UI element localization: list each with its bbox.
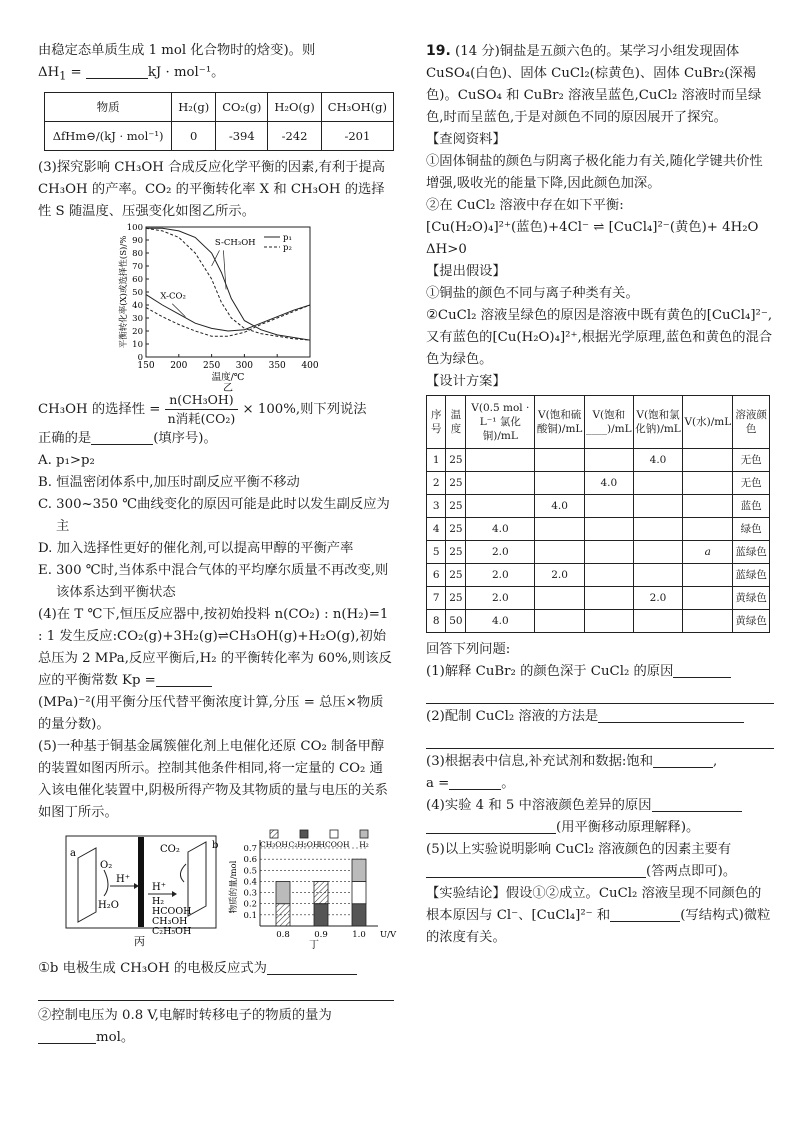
question-5-1-text: ①b 电极生成 CH₃OH 的电极反应式为 [38,960,267,976]
table-header-cell: H₂(g) [172,92,216,121]
table-cell [535,472,585,495]
section-hypothesis: 【提出假设】 [426,264,506,279]
table-cell [683,449,733,472]
table-cell [683,495,733,518]
question-19-intro [426,40,774,129]
device-and-bar-figures [38,828,397,958]
annotation-pointer [223,250,226,289]
answer-blank-reagent[interactable] [653,767,713,768]
annotation-s-ch3oh: S-CH₃OH [214,237,256,248]
y-tick-label: 50 [132,287,143,298]
table-header-cell: CH₃OH(g) [321,92,393,121]
selectivity-prefix: CH₃OH 的选择性 = [38,401,161,417]
y-tick-label: 80 [132,248,143,259]
legend-label: H₂ [359,839,369,849]
table-cell: 2.0 [535,564,585,587]
question-4-text [38,604,394,692]
table-cell: 蓝色 [733,495,770,518]
left-column [38,40,397,1049]
select-question-tail: (填序号)。 [153,430,217,446]
table-cell [585,610,634,633]
table-cell: 4.0 [466,610,535,633]
table-cell [683,564,733,587]
option-a: A. p₁>p₂ [38,452,95,468]
answer-intro: 回答下列问题: [426,642,511,657]
table-cell: 绿色 [733,518,770,541]
chart-caption: 乙 [223,382,233,394]
table-cell: 4.0 [585,472,634,495]
eq-sign: = [66,65,86,80]
table-cell: 4.0 [535,495,585,518]
selectivity-suffix: × 100%,则下列说法 [242,401,367,417]
answer-1 [426,661,774,683]
answer-line-19-1[interactable] [426,683,774,704]
dh-unit: kJ · mol⁻¹。 [147,65,225,80]
table-cell: 蓝绿色 [733,564,770,587]
answer-3-tail: , [713,754,718,769]
conversion-selectivity-chart [38,222,394,394]
legend-label-p1: p₁ [283,232,292,243]
lookup-1: ①固体铜盐的颜色与阴离子极化能力有关,随化学键共价性增强,吸收光的能量下降,因此颜色加深。 [426,154,763,191]
label-b: b [212,839,219,851]
table-cell: 4.0 [633,449,683,472]
table-header-cell: V(0.5 mol · L⁻¹ 氯化铜)/mL [466,396,535,449]
bar-segment [352,903,366,925]
table-row [427,518,770,541]
hypothesis-1: ①铜盐的颜色不同与离子种类有关。 [426,286,639,301]
label-hplus-right: H⁺ [152,881,166,893]
product-label: CH₃OH [152,915,188,927]
selectivity-fraction [165,391,239,428]
option-c: C. 300~350 ℃曲线变化的原因可能是此时以发生副反应为主 [38,496,390,534]
conclusion [426,883,774,949]
y-tick-label: 0.6 [243,854,257,865]
y-axis-label: 平衡转化率(X)或选择性(S)/% [119,235,129,348]
y-tick-label: 30 [132,313,143,324]
y-tick-label: 90 [132,235,143,246]
delta-h: ΔH [38,65,60,80]
table-cell [633,564,683,587]
table-row-label: ΔfHm⊖/(kJ · mol⁻¹) [45,121,172,150]
table-cell: 3 [427,495,446,518]
question-5-1 [38,958,394,980]
y-axis-label: 物质的量/mol [229,860,239,914]
table-header-cell: 序号 [427,396,446,449]
table-cell [585,541,634,564]
label-co2: CO₂ [160,843,180,855]
equilibrium-equation: [Cu(H₂O)₄]²⁺(蓝色)+4Cl⁻ ⇌ [CuCl₄]²⁻(黄色)+ 4H₂O ΔH>0 [426,220,759,257]
answer-blank-5-1[interactable] [267,974,357,975]
table-cell: 8 [427,610,446,633]
answer-blank-19-2[interactable] [598,722,744,723]
x-tick-label: 200 [170,360,188,371]
y-tick-label: 60 [132,274,143,285]
answer-blank-19-4b[interactable] [426,833,556,834]
question-3-text: (3)探究影响 CH₃OH 合成反应化学平衡的因素,有利于提高 CH₃OH 的产率。CO₂ 的平衡转化率 X 和 CH₃OH 的选择性 S 随温度、压强变化如图乙所示。 [38,159,386,219]
y-tick-label: 40 [132,300,143,311]
table-cell: 25 [446,587,466,610]
label-o2: O₂ [100,859,113,871]
answer-3-text: (3)根据表中信息,补充试剂和数据:饱和 [426,754,653,769]
table-header-cell: V(饱和硫酸铜)/mL [535,396,585,449]
answer-3-a-label: a = [426,776,450,791]
answer-blank-19-5[interactable] [426,877,646,878]
table-cell [585,495,634,518]
selectivity-denominator: n消耗(CO₂) [167,410,236,426]
answer-2 [426,706,774,728]
answer-3-a-tail: 。 [501,776,515,791]
table-cell [535,541,585,564]
table-header-cell: V(饱和氯化钠)/mL [633,396,683,449]
table-cell: -394 [216,121,268,150]
answer-4-line [426,817,774,839]
bar-segment [352,881,366,903]
table-cell: 2 [427,472,446,495]
right-column [426,40,774,949]
bar-segment [276,903,290,925]
x-axis-label: U/V [380,929,397,940]
table-cell [683,472,733,495]
table-cell: 50 [446,610,466,633]
product-label: H₂ [152,895,165,907]
y-tick-label: 100 [126,222,143,233]
electrode-a [78,848,96,922]
electrode-b [188,842,206,916]
answer-line-19-2[interactable] [426,728,774,749]
table-cell: 25 [446,564,466,587]
table-cell: 6 [427,564,446,587]
table-header-cell: 溶液颜色 [733,396,770,449]
annotation-x-co2: X-CO₂ [160,291,186,302]
question-5-text: (5)一种基于铜基金属簇催化剂上电催化还原 CO₂ 制备甲醇的装置如图丙所示。控制其他条件相同,将一定量的 CO₂ 通入该电催化装置中,阴极所得产物及其物质的量与电压的关系如图丁所示。 [38,738,388,820]
o2-curved-arrow [104,870,108,896]
option-d: D. 加入选择性更好的催化剂,可以提高甲醇的平衡产率 [38,540,354,556]
legend-swatch [270,830,278,838]
table-cell [683,518,733,541]
x-tick-label: 300 [235,360,253,371]
answer-blank-structure[interactable] [610,921,680,922]
arrow-head-icon [172,891,177,897]
selectivity-numerator: n(CH₃OH) [165,391,239,410]
table-cell: 25 [446,495,466,518]
question-5-2: ②控制电压为 0.8 V,电解时转移电子的物质的量为 [38,1007,332,1023]
table-cell [633,518,683,541]
electrolysis-device [66,836,218,948]
lookup-2: ②在 CuCl₂ 溶液中存在如下平衡: [426,198,624,213]
table-row [427,541,770,564]
table-row [427,610,770,633]
bar-segment [276,881,290,903]
table-cell [633,610,683,633]
table-cell: -242 [268,121,321,150]
section-design: 【设计方案】 [426,374,506,389]
table-cell [585,564,634,587]
bar-segment [314,881,328,903]
table-cell: 25 [446,541,466,564]
table-header-row [427,396,770,449]
legend-swatch [330,830,338,838]
table-cell: 黄绿色 [733,610,770,633]
question-5-2-unit: mol。 [96,1029,135,1045]
answer-blank-19-1[interactable] [673,677,731,678]
table-row [45,92,394,121]
product-label: C₂H₅OH [152,925,192,937]
table-row [427,587,770,610]
table-cell [633,472,683,495]
question-19-body: (14 分)铜盐是五颜六色的。某学习小组发现固体 CuSO₄(白色)、固体 CuCl₂(棕黄色)、固体 CuBr₂(深褐色)。CuSO₄ 和 CuBr₂ 溶液呈蓝色,CuCl₂ 溶液时而呈绿色,时而呈蓝色,于是对颜色不同的原因展开了探究。 [426,44,762,125]
product-bar-chart [228,830,397,951]
table-cell [535,587,585,610]
product-label: HCOOH [152,905,192,917]
table-cell [585,518,634,541]
answer-4-text: (4)实验 4 和 5 中溶液颜色差异的原因 [426,798,652,813]
y-tick-label: 0.2 [243,899,257,910]
co2-curved-arrow [180,864,186,882]
table-cell: 25 [446,518,466,541]
answer-1-text: (1)解释 CuBr₂ 的颜色深于 CuCl₂ 的原因 [426,664,674,679]
annotation-pointer [212,250,220,266]
legend-label-p2: p₂ [283,242,292,253]
table-cell: 4.0 [466,518,535,541]
table-header-cell: CO₂(g) [216,92,268,121]
experiment-table-body [427,449,770,633]
table-cell: 2.0 [466,541,535,564]
table-cell [466,449,535,472]
table-row [427,564,770,587]
select-question [38,428,394,450]
table-cell [466,495,535,518]
legend-label: C₂H₅OH [288,839,320,849]
select-question-text: 正确的是 [38,430,92,446]
x-tick-label: 350 [268,360,286,371]
answer-blank-5-2[interactable] [38,1043,96,1044]
answer-5-tail: (答两点即可)。 [646,864,737,879]
table-header-cell: H₂O(g) [268,92,321,121]
table-header-cell: 温度 [446,396,466,449]
table-header-cell: V(水)/mL [683,396,733,449]
table-cell [535,518,585,541]
table-cell [585,587,634,610]
y-tick-label: 0 [137,352,143,363]
table-cell [633,541,683,564]
answer-blank-kp[interactable] [156,686,212,687]
answer-blank-a[interactable] [449,789,501,790]
y-tick-label: 0.4 [243,877,257,888]
answer-5: (5)以上实验说明影响 CuCl₂ 溶液颜色的因素主要有 [426,842,732,857]
answer-4 [426,795,774,817]
device-caption: 丙 [134,934,145,948]
table-cell: 无色 [733,449,770,472]
answer-blank-q3[interactable] [91,444,153,445]
y-tick-label: 0.1 [243,910,257,921]
enthalpy-table [44,92,394,151]
x-axis-label: 温度/℃ [211,371,245,383]
table-cell: 2.0 [466,564,535,587]
table-row [45,121,394,150]
answer-4-tail: (用平衡移动原理解释)。 [556,820,700,835]
table-cell [633,495,683,518]
y-tick-label: 20 [132,326,143,337]
section-lookup: 【查阅资料】 [426,132,506,147]
membrane [138,837,144,927]
table-cell: a [683,541,733,564]
table-cell: 黄绿色 [733,587,770,610]
answer-line-5-1[interactable] [38,980,394,1001]
table-cell: 7 [427,587,446,610]
legend-label: HCOOH [318,839,350,849]
label-h2o: H₂O [98,899,119,911]
selectivity-definition [38,391,394,428]
y-tick-label: 0.5 [243,865,257,876]
y-tick-label: 10 [132,339,143,350]
legend-label: CH₃OH [260,839,288,849]
annotation-pointer [172,303,185,316]
table-cell: 2.0 [466,587,535,610]
answer-blank-19-4a[interactable] [652,811,742,812]
option-e: E. 300 ℃时,当体系中混合气体的平均摩尔质量不再改变,则该体系达到平衡状态 [38,562,389,600]
table-header-cell: 物质 [45,92,172,121]
label-a: a [70,847,76,859]
x-tick-label: 400 [301,360,319,371]
table-row [427,495,770,518]
y-tick-label: 0.3 [243,888,257,899]
x-tick-label: 1.0 [352,929,366,940]
intro-line-2 [38,62,394,88]
table-cell: 1 [427,449,446,472]
option-b: B. 恒温密闭体系中,加压时副反应平衡不移动 [38,474,300,490]
chart-yi-wrapper [38,222,394,394]
answer-3-a [426,773,774,795]
table-cell: 4 [427,518,446,541]
table-cell: 0 [172,121,216,150]
question-5-2-answer [38,1027,394,1049]
table-cell [683,587,733,610]
table-cell [683,610,733,633]
table-cell [535,449,585,472]
table-header-cell: V(饱和____)/mL [585,396,634,449]
x-tick-label: 250 [203,360,221,371]
table-cell: 25 [446,472,466,495]
intro-line-1: 由稳定态单质生成 1 mol 化合物时的焓变)。则 [38,43,316,58]
table-cell [466,472,535,495]
bar-segment [314,903,328,925]
hypothesis-2: ②CuCl₂ 溶液呈绿色的原因是溶液中既有黄色的[CuCl₄]²⁻,又有蓝色的[Cu(H₂O)₄]²⁺,根据光学原理,蓝色和黄色的混合色为绿色。 [426,308,773,367]
answer-2-text: (2)配制 CuCl₂ 溶液的方法是 [426,709,599,724]
table-cell [535,610,585,633]
table-cell: 25 [446,449,466,472]
table-cell: 5 [427,541,446,564]
label-hplus-left: H⁺ [116,873,130,885]
table-cell: 蓝绿色 [733,541,770,564]
conclusion-text: 【实验结论】假设①②成立。CuCl₂ 溶液呈现不同颜色的根本原因与 Cl⁻、[CuCl₄]²⁻ 和 [426,886,762,923]
answer-blank-dh1[interactable] [86,78,148,79]
conclusion-tail: (写结构式)微粒的浓度有关。 [426,908,771,945]
experiment-table [426,395,770,633]
question-19-number: 19. [426,43,451,59]
table-cell: 无色 [733,472,770,495]
figure-row [38,828,397,958]
y-tick-label: 70 [132,261,143,272]
table-cell: 2.0 [633,587,683,610]
bar-segment [352,859,366,881]
table-cell: -201 [321,121,393,150]
table-row [427,472,770,495]
question-4-tail: (MPa)⁻²(用平衡分压代替平衡浓度计算,分压 = 总压×物质的量分数)。 [38,694,384,732]
table-cell [585,449,634,472]
legend-swatch [300,830,308,838]
answer-5-line [426,861,774,883]
y-tick-label: 0.7 [243,843,257,854]
answer-3 [426,751,774,773]
bar-chart-caption: 丁 [309,939,319,951]
x-tick-label: 0.9 [314,929,328,940]
table-row [427,449,770,472]
question-4-body: (4)在 T ℃下,恒压反应器中,按初始投料 n(CO₂) : n(H₂)=1 : 1 发生反应:CO₂(g)+3H₂(g)⇌CH₃OH(g)+H₂O(g),初始总压为 2 MPa,反应平衡后,H₂ 的平衡转化率为 60%,则该反应的平衡常数 Kp = [38,606,392,688]
x-tick-label: 0.8 [276,929,290,940]
x-tick-label: 150 [137,360,155,371]
delta-h-sub: 1 [59,69,67,83]
legend-swatch [360,830,368,838]
